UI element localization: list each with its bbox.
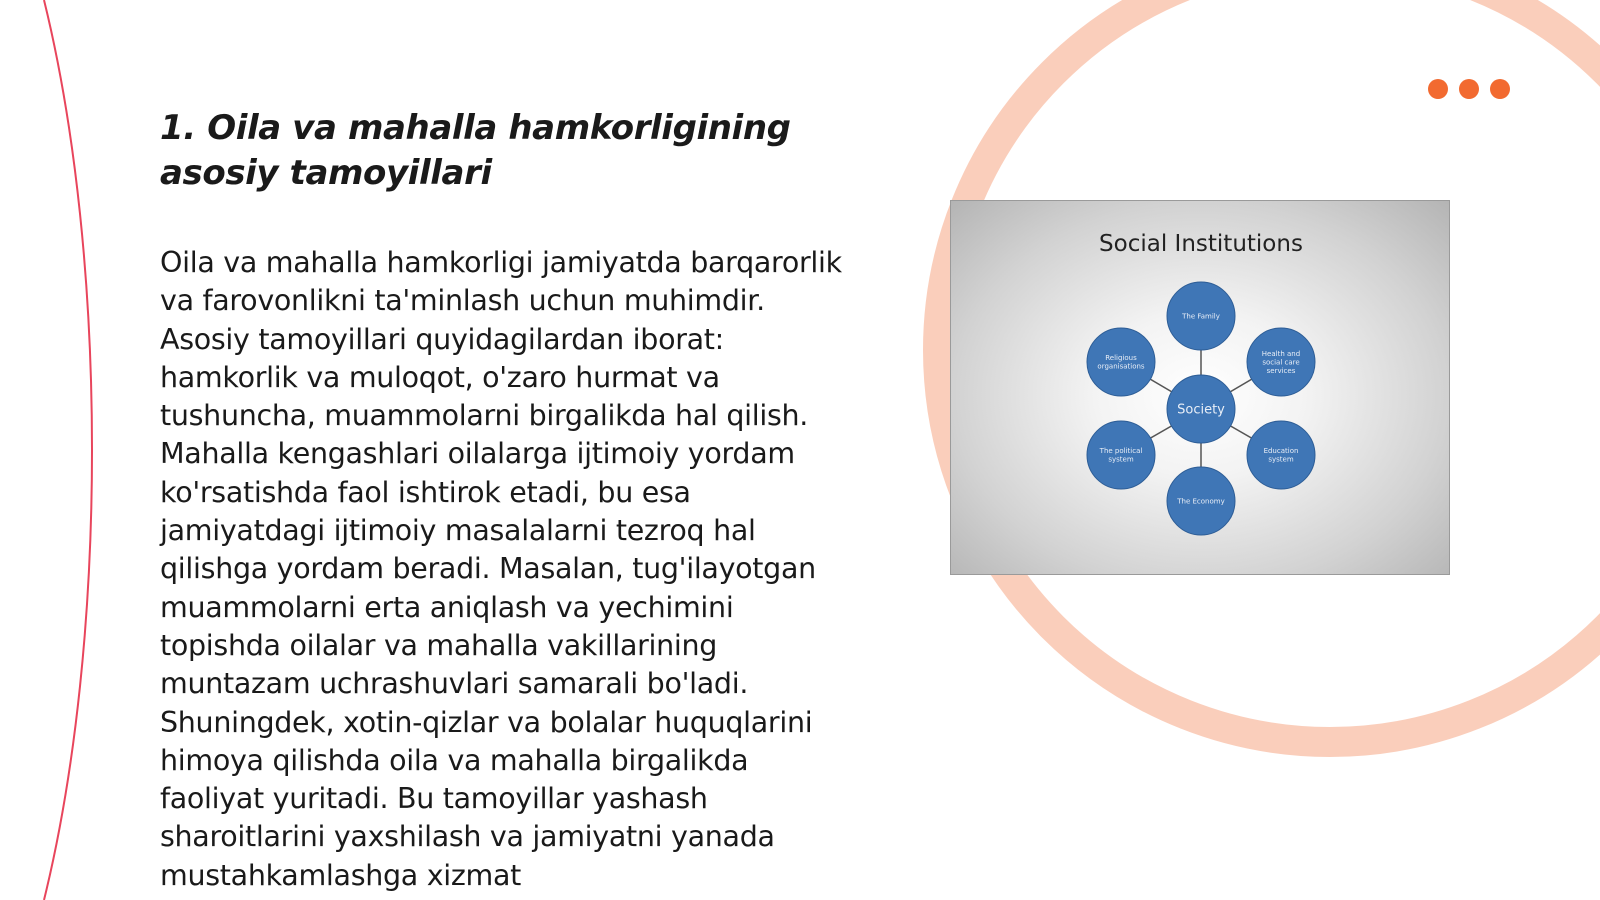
node-label: system (1268, 455, 1294, 464)
diagram-node (1247, 421, 1315, 489)
diagram-title: Social Institutions (1099, 231, 1303, 257)
diagram-node (1167, 467, 1235, 535)
node-label: social care (1262, 358, 1300, 367)
node-label: services (1266, 366, 1296, 375)
diagram-nodes (1087, 282, 1315, 535)
diagram-graphic (951, 201, 1450, 575)
node-label: The Economy (1177, 497, 1225, 506)
node-label: Religious (1105, 354, 1137, 363)
diagram-node (1167, 282, 1235, 350)
left-red-curve (44, 0, 92, 900)
slide-title: 1. Oila va mahalla hamkorligining asosiy tamoyillari (160, 108, 791, 193)
node-label: Education (1263, 447, 1299, 456)
node-label: organisations (1097, 362, 1145, 371)
diagram-node (1087, 328, 1155, 396)
more-dots-icon (1428, 79, 1510, 99)
node-label: The political (1099, 447, 1143, 456)
node-label: The Family (1182, 312, 1220, 321)
dot-icon (1490, 79, 1510, 99)
social-institutions-diagram (950, 200, 1450, 575)
diagram-center-node (1167, 375, 1235, 443)
slide-body-text: Oila va mahalla hamkorligi jamiyatda barqarorlik va farovonlikni ta'minlash uchun muhimdir. Asosiy tamoyillari quyidagilardan iborat: hamkorlik va muloqot, o'zaro hurmat va tushuncha, muammolarni birgalikda hal qilish. Mahalla kengashlari oilalarga ijtimoiy yordam ko'rsatishda faol ishtirok etadi, bu esa jamiyatdagi ijtimoiy masalalarni tezroq hal qilishga yordam beradi. Masalan, tug'ilayotgan muammolarni erta aniqlash va yechimini topishda oilalar va mahalla vakillarining muntazam uchrashuvlari samarali bo'ladi. Shuningdek, xotin-qizlar va bolalar huquqlarini himoya qilishda oila va mahalla birgalikda faoliyat yuritadi. Bu tamoyillar yashash sharoitlarini yaxshilash va jamiyatni yanada mustahkamlashga xizmat (160, 246, 842, 892)
node-label: system (1108, 455, 1134, 464)
dot-icon (1428, 79, 1448, 99)
diagram-node (1087, 421, 1155, 489)
node-label: Society (1177, 402, 1225, 418)
node-label: Health and (1261, 349, 1301, 358)
diagram-node (1247, 328, 1315, 396)
dot-icon (1459, 79, 1479, 99)
